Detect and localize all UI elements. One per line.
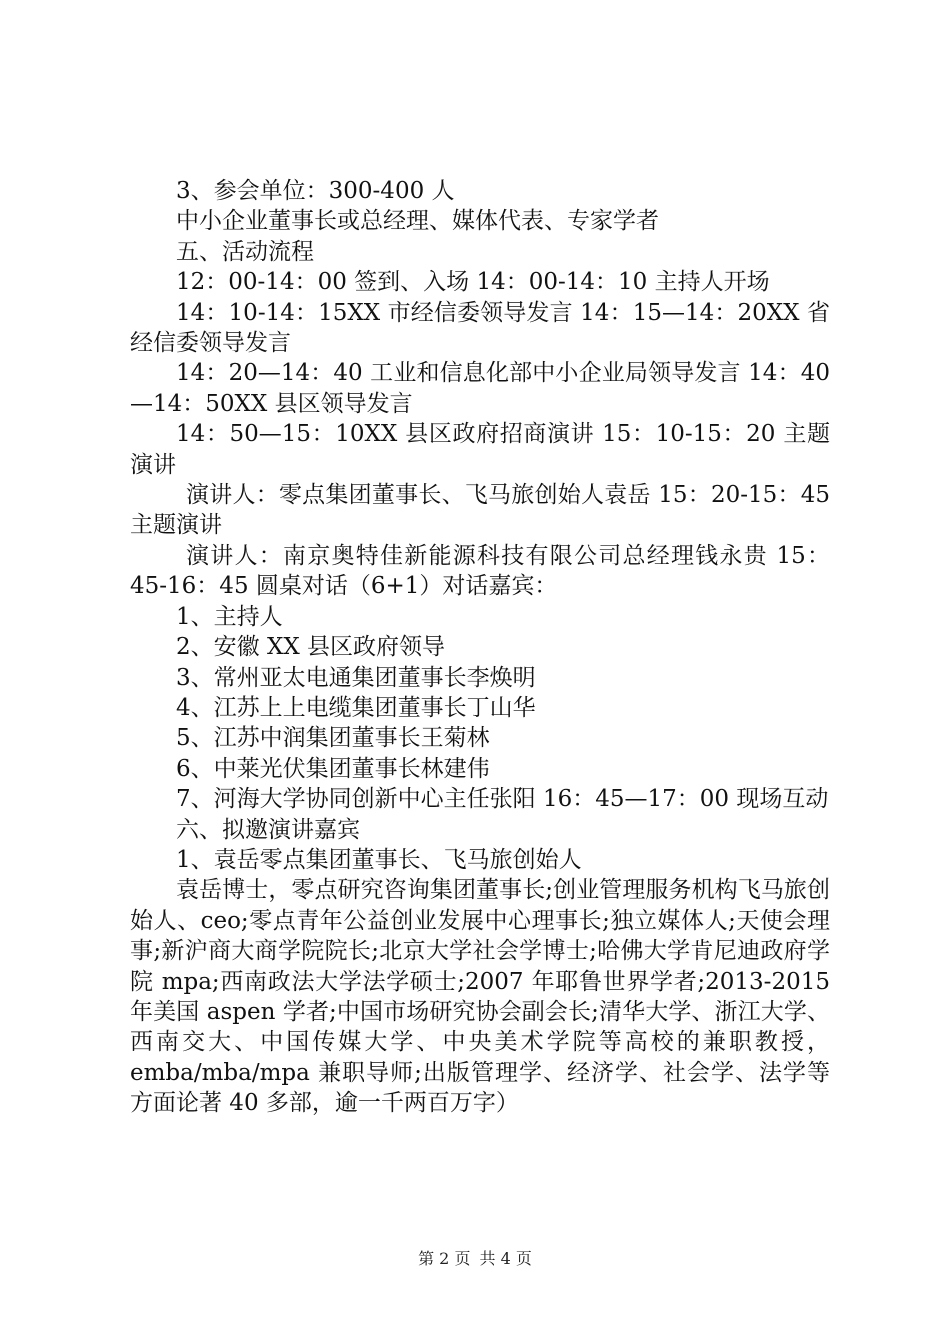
document-body	[130, 176, 830, 1119]
agenda-item-1: 12：00-14：00 签到、入场 14：00-14：10 主持人开场	[176, 269, 770, 296]
paragraph-attendees: 3、参会单位：300-400 人	[176, 178, 455, 204]
guest-item-2: 2、安徽 XX 县区政府领导	[176, 634, 446, 661]
agenda-speaker-1: 演讲人：零点集团董事长、飞马旅创始人袁岳 15：20-15：45 主题演讲	[130, 482, 830, 539]
agenda-item-2: 14：10-14：15XX 市经信委领导发言 14：15—14：20XX 省经信委领导发言	[130, 299, 830, 357]
guest-item-7: 7、河海大学协同创新中心主任张阳 16：45—17：00 现场互动	[176, 786, 829, 813]
guest-item-3: 3、常州亚太电通集团董事长李焕明	[176, 664, 536, 691]
guest-item-5: 5、江苏中润集团董事长王菊林	[176, 725, 490, 752]
agenda-item-4: 14：50—15：10XX 县区政府招商演讲 15：10-15：20 主题演讲	[130, 421, 830, 478]
speaker-title: 1、袁岳零点集团董事长、飞马旅创始人	[176, 846, 582, 873]
guest-item-1: 1、主持人	[176, 603, 283, 630]
paragraph-attendee-types: 中小企业董事长或总经理、媒体代表、专家学者	[176, 208, 659, 235]
heading-agenda: 五、活动流程	[176, 238, 314, 265]
page-total: 共 4 页	[479, 1249, 532, 1268]
speaker-bio: 袁岳博士，零点研究咨询集团董事长;创业管理服务机构飞马旅创始人、ceo;零点青年公益创业发展中心理事长;独立媒体人;天使会理事;新沪商大商学院院长;北京大学社会学博士;哈佛大学肯尼迪政府学院 mpa;西南政法大学法学硕士;2007 年耶鲁世界学者;2013-2015 年美国 aspen 学者;中国市场研究协会副会长;清华大学、浙江大学、西南交大、中国传媒大学、中央美术学院等高校的兼职教授，emba/mba/mpa 兼职导师;出版管理学、经济学、社会学、法学等方面论著 40 多部，逾一千两百万字）	[130, 877, 830, 1117]
agenda-speaker-2: 演讲人：南京奥特佳新能源科技有限公司总经理钱永贵 15：45-16：45 圆桌对话（6+1）对话嘉宾：	[130, 542, 830, 600]
heading-invited-speakers: 六、拟邀演讲嘉宾	[176, 816, 360, 843]
guest-item-4: 4、江苏上上电缆集团董事长丁山华	[176, 694, 536, 721]
page-footer	[0, 1246, 950, 1269]
agenda-item-3: 14：20—14：40 工业和信息化部中小企业局领导发言 14：40—14：50XX 县区领导发言	[130, 360, 830, 417]
page-number: 第 2 页	[418, 1249, 471, 1268]
guest-item-6: 6、中莱光伏集团董事长林建伟	[176, 755, 490, 782]
